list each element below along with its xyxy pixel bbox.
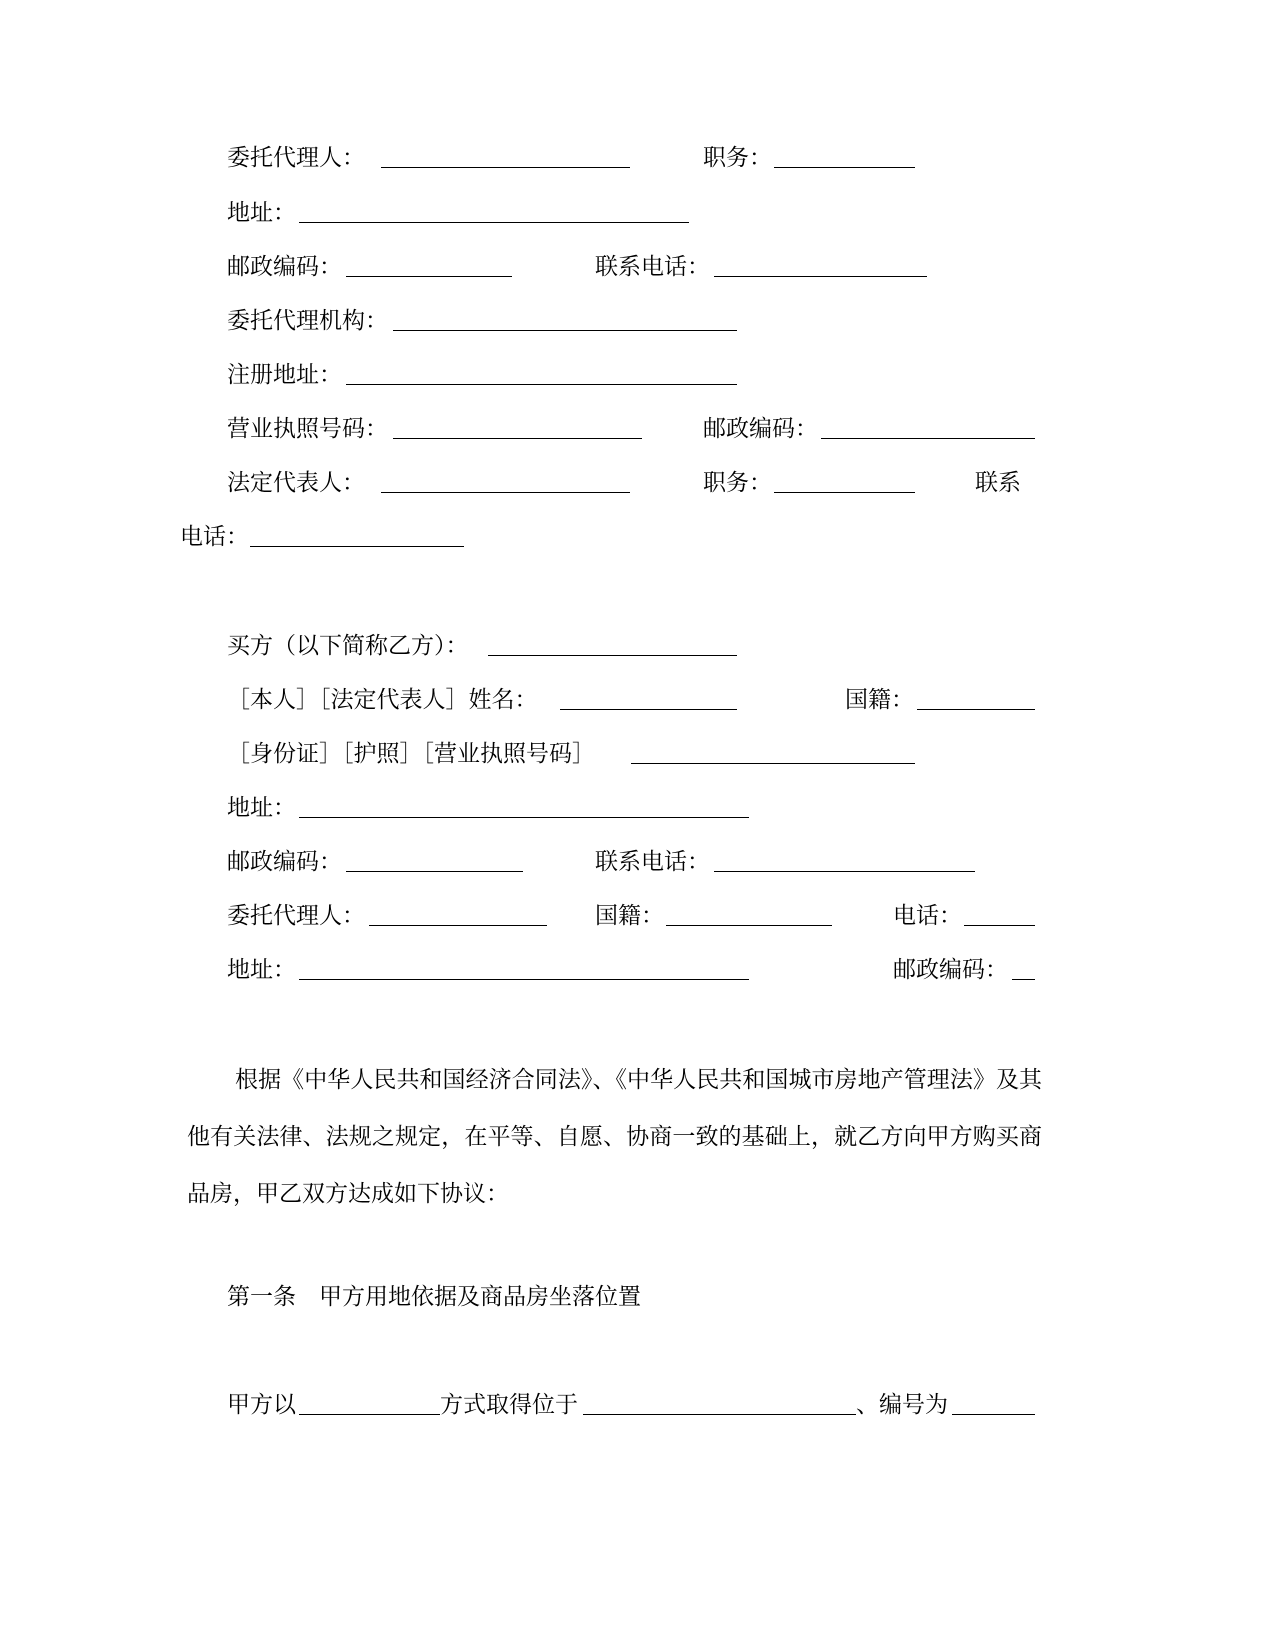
number-blank[interactable] bbox=[952, 1414, 1035, 1415]
agent-label: 委托代理人： bbox=[227, 145, 365, 171]
legal-rep-label: 法定代表人： bbox=[227, 470, 365, 496]
agent-title-label: 职务： bbox=[703, 145, 772, 171]
buyer-agent-label: 委托代理人： bbox=[227, 903, 365, 929]
reg-address-row bbox=[0, 360, 1275, 400]
legal-rep-phone-label-a: 联系 bbox=[975, 470, 1021, 496]
license-label: 营业执照号码： bbox=[227, 416, 388, 442]
postcode2-blank[interactable] bbox=[821, 438, 1035, 439]
seller-agent-address-row bbox=[0, 198, 1275, 238]
article-one-title-row bbox=[0, 1282, 1275, 1322]
buyer-agent-address-label: 地址： bbox=[227, 957, 296, 983]
phone-blank[interactable] bbox=[714, 276, 927, 277]
legal-rep-title-blank[interactable] bbox=[774, 492, 915, 493]
buyer-phone-label: 联系电话： bbox=[595, 849, 710, 875]
phone-label: 联系电话： bbox=[595, 254, 710, 280]
article-one-part2: 方式取得位于 bbox=[440, 1392, 578, 1418]
buyer-postcode-label: 邮政编码： bbox=[227, 849, 342, 875]
address-blank[interactable] bbox=[299, 222, 689, 223]
license-row bbox=[0, 414, 1275, 454]
preamble-paragraph bbox=[187, 1052, 1042, 1223]
buyer-id-label: ［身份证］［护照］［营业执照号码］ bbox=[227, 741, 595, 767]
buyer-agent-nationality-blank[interactable] bbox=[666, 925, 832, 926]
buyer-agent-phone-label: 电话： bbox=[893, 903, 962, 929]
article-one-line-row bbox=[0, 1390, 1275, 1430]
seller-agent-row bbox=[0, 143, 1275, 183]
buyer-contact-row bbox=[0, 847, 1275, 887]
address-label: 地址： bbox=[227, 200, 296, 226]
license-blank[interactable] bbox=[393, 438, 642, 439]
buyer-address-row bbox=[0, 793, 1275, 833]
agency-row bbox=[0, 306, 1275, 346]
postcode-label: 邮政编码： bbox=[227, 254, 342, 280]
buyer-nationality-blank[interactable] bbox=[917, 709, 1035, 710]
buyer-postcode-blank[interactable] bbox=[346, 871, 523, 872]
reg-address-label: 注册地址： bbox=[227, 362, 342, 388]
postcode2-label: 邮政编码： bbox=[703, 416, 818, 442]
article-one-part3: 、编号为 bbox=[856, 1392, 948, 1418]
legal-rep-title-label: 职务： bbox=[703, 470, 772, 496]
buyer-phone-blank[interactable] bbox=[714, 871, 975, 872]
buyer-name-row bbox=[0, 685, 1275, 725]
buyer-heading-row bbox=[0, 631, 1275, 671]
legal-rep-phone-label-b: 电话： bbox=[180, 524, 249, 550]
buyer-agent-row bbox=[0, 901, 1275, 941]
acquisition-method-blank[interactable] bbox=[299, 1414, 440, 1415]
buyer-name-label: ［本人］［法定代表人］姓名： bbox=[227, 687, 538, 713]
postcode-blank[interactable] bbox=[346, 276, 512, 277]
buyer-nationality-label: 国籍： bbox=[845, 687, 914, 713]
buyer-address-label: 地址： bbox=[227, 795, 296, 821]
legal-rep-phone-row bbox=[0, 522, 1275, 562]
buyer-id-blank[interactable] bbox=[631, 763, 915, 764]
buyer-name-blank[interactable] bbox=[560, 709, 737, 710]
buyer-agent-nationality-label: 国籍： bbox=[595, 903, 664, 929]
buyer-agent-postcode-blank[interactable] bbox=[1012, 979, 1035, 980]
agent-blank[interactable] bbox=[381, 167, 630, 168]
buyer-heading-blank[interactable] bbox=[488, 655, 737, 656]
agency-label: 委托代理机构： bbox=[227, 308, 388, 334]
preamble-text: 根据《中华人民共和国经济合同法》、《中华人民共和国城市房地产管理法》及其他有关法律、法规之规定，在平等、自愿、协商一致的基础上，就乙方向甲方购买商品房，甲乙双方达成如下协议： bbox=[187, 1067, 1042, 1207]
buyer-agent-blank[interactable] bbox=[369, 925, 547, 926]
buyer-heading-label: 买方（以下简称乙方）： bbox=[227, 633, 469, 659]
buyer-agent-phone-blank[interactable] bbox=[964, 925, 1035, 926]
article-one-part1: 甲方以 bbox=[227, 1392, 296, 1418]
buyer-agent-postcode-label: 邮政编码： bbox=[893, 957, 1008, 983]
agency-blank[interactable] bbox=[393, 330, 737, 331]
buyer-agent-address-blank[interactable] bbox=[299, 979, 749, 980]
buyer-id-row bbox=[0, 739, 1275, 779]
buyer-address-blank[interactable] bbox=[299, 817, 749, 818]
agent-title-blank[interactable] bbox=[774, 167, 915, 168]
legal-rep-blank[interactable] bbox=[381, 492, 630, 493]
article-one-title: 第一条 甲方用地依据及商品房坐落位置 bbox=[227, 1284, 641, 1310]
legal-rep-row bbox=[0, 468, 1275, 508]
location-blank[interactable] bbox=[583, 1414, 856, 1415]
legal-rep-phone-blank[interactable] bbox=[250, 546, 464, 547]
seller-agent-contact-row bbox=[0, 252, 1275, 292]
reg-address-blank[interactable] bbox=[346, 384, 737, 385]
buyer-agent-address-row bbox=[0, 955, 1275, 995]
